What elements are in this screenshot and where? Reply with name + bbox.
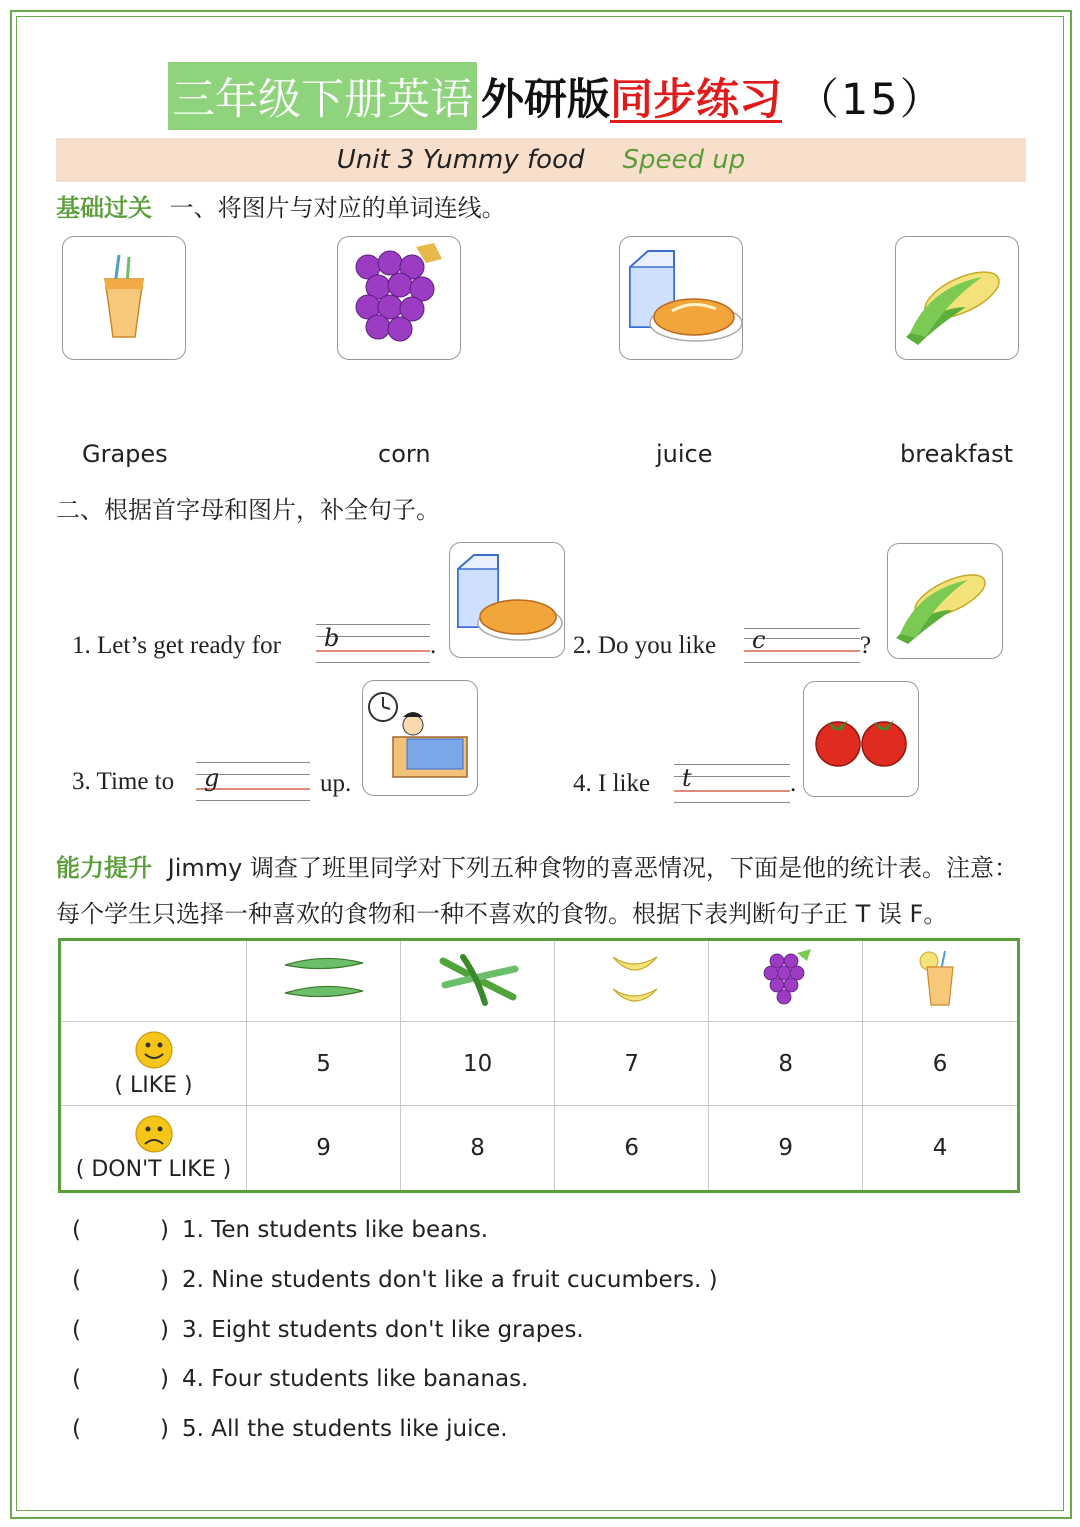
table-header-cucumber	[247, 940, 401, 1022]
statement-2-close: )	[160, 1267, 169, 1293]
banana-icon	[587, 947, 677, 1009]
bed-icon	[363, 681, 477, 795]
beans-icon	[433, 947, 523, 1009]
statement-2-text: 2. Nine students don't like a fruit cucumbers. )	[182, 1267, 718, 1293]
dislike-grapes: 9	[709, 1106, 863, 1192]
tomato-icon	[804, 682, 918, 796]
sad-face-icon	[134, 1114, 174, 1154]
title-practice: 同步练习	[610, 74, 782, 125]
statement-4[interactable]	[72, 1366, 528, 1392]
title-publisher: 外研版	[481, 74, 610, 125]
dislike-banana: 6	[555, 1106, 709, 1192]
table-header-juice	[863, 940, 1019, 1022]
statement-4-close: )	[160, 1366, 169, 1392]
dislike-beans: 8	[401, 1106, 555, 1192]
word-4: breakfast	[900, 440, 1014, 468]
sentence-4-end: .	[790, 770, 797, 797]
statement-5-text: 5. All the students like juice.	[182, 1416, 508, 1442]
tomato-picture	[803, 681, 919, 797]
juice-icon	[895, 947, 985, 1009]
grapes-icon	[338, 237, 460, 359]
blank-1[interactable]	[316, 620, 430, 664]
juice-picture	[62, 236, 186, 360]
section3-instruction-1: Jimmy 调查了班里同学对下列五种食物的喜恶情况，下面是他的统计表。注意：	[167, 854, 1018, 882]
statement-4-text: 4. Four students like bananas.	[182, 1366, 529, 1392]
statement-1[interactable]	[72, 1217, 488, 1243]
blank-4-letter: t	[682, 764, 692, 792]
sentence-2-start: 2. Do you like	[573, 632, 717, 659]
statement-3-close: )	[160, 1317, 169, 1343]
statement-1-open: (	[72, 1217, 81, 1243]
sentence-1-start: 1. Let’s get ready for	[72, 632, 281, 659]
statement-3-open: (	[72, 1317, 81, 1343]
smiley-icon	[134, 1030, 174, 1070]
table-header-grapes	[709, 940, 863, 1022]
blank-3-letter: g	[204, 764, 220, 792]
title-number: （15）	[796, 74, 945, 125]
table-row-like	[60, 1022, 1019, 1106]
juice-icon	[63, 237, 185, 359]
like-beans: 10	[401, 1022, 555, 1106]
grapes-icon	[741, 947, 831, 1009]
unit-banner	[56, 138, 1026, 182]
unit-section: Speed up	[622, 145, 746, 175]
like-juice: 6	[863, 1022, 1019, 1106]
table-header-beans	[401, 940, 555, 1022]
word-2: corn	[378, 440, 431, 468]
corn-icon	[888, 544, 1002, 658]
blank-4[interactable]	[674, 760, 790, 804]
sentence-4-start: 4. I like	[573, 770, 651, 797]
like-label: ( LIKE )	[114, 1072, 193, 1098]
breakfast-picture-2	[449, 542, 565, 658]
table-header-banana	[555, 940, 709, 1022]
section1-instruction: 一、将图片与对应的单词连线。	[169, 194, 506, 222]
like-cucumber: 5	[247, 1022, 401, 1106]
dislike-label: ( DON'T LIKE )	[75, 1157, 232, 1183]
statement-5-open: (	[72, 1416, 81, 1442]
cucumber-icon	[279, 947, 369, 1009]
table-row-dislike	[60, 1106, 1019, 1192]
get-up-picture	[362, 680, 478, 796]
page-title	[168, 62, 945, 130]
statement-1-close: )	[160, 1217, 169, 1243]
blank-2-letter: c	[752, 626, 766, 654]
section1-heading	[56, 188, 506, 223]
blank-1-letter: b	[324, 624, 340, 652]
sentence-1-end: .	[430, 632, 437, 659]
word-3: juice	[656, 440, 713, 468]
statement-2-open: (	[72, 1267, 81, 1293]
table-corner-cell	[60, 940, 247, 1022]
section3-tag: 能力提升	[56, 854, 152, 882]
statement-5[interactable]	[72, 1416, 508, 1442]
like-banana: 7	[555, 1022, 709, 1106]
breakfast-picture	[619, 236, 743, 360]
corn-picture-2	[887, 543, 1003, 659]
survey-table	[58, 938, 1020, 1193]
grapes-picture	[337, 236, 461, 360]
breakfast-icon	[450, 543, 564, 657]
corn-icon	[896, 237, 1018, 359]
section1-tag: 基础过关	[56, 194, 152, 222]
unit-title: Unit 3 Yummy food	[336, 145, 585, 175]
word-1: Grapes	[82, 440, 168, 468]
sentence-3-start: 3. Time to	[72, 768, 175, 795]
statement-5-close: )	[160, 1416, 169, 1442]
dislike-label-cell	[60, 1106, 247, 1192]
like-grapes: 8	[709, 1022, 863, 1106]
breakfast-icon	[620, 237, 742, 359]
dislike-juice: 4	[863, 1106, 1019, 1192]
blank-3[interactable]	[196, 758, 310, 802]
statement-1-text: 1. Ten students like beans.	[182, 1217, 489, 1243]
statement-4-open: (	[72, 1366, 81, 1392]
dislike-cucumber: 9	[247, 1106, 401, 1192]
corn-picture	[895, 236, 1019, 360]
section3-instruction-2: 每个学生只选择一种喜欢的食物和一种不喜欢的食物。根据下表判断句子正 T 误 F。	[56, 900, 948, 928]
statement-3[interactable]	[72, 1317, 584, 1343]
statement-2[interactable]	[72, 1267, 718, 1293]
like-label-cell	[60, 1022, 247, 1106]
sentence-2-end: ?	[860, 632, 872, 659]
section2-instruction: 二、根据首字母和图片，补全句子。	[56, 496, 440, 524]
statement-3-text: 3. Eight students don't like grapes.	[182, 1317, 584, 1343]
section3-line1	[56, 848, 1018, 883]
table-header-row	[60, 940, 1019, 1022]
sentence-3-end: up.	[320, 770, 352, 797]
blank-2[interactable]	[744, 624, 860, 664]
title-grade: 三年级下册英语	[168, 62, 477, 130]
